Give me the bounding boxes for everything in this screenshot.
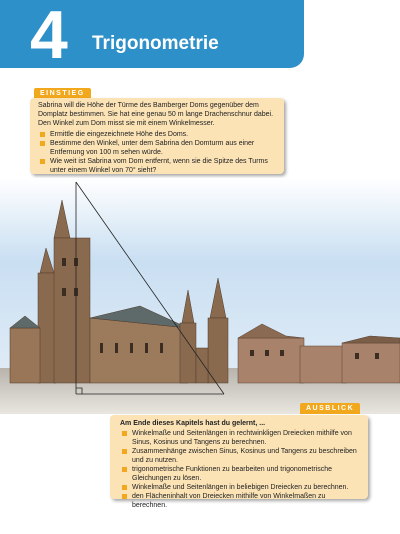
- ausblick-bullet: Zusammenhänge zwischen Sinus, Kosinus und Tangens zu beschreiben und zu nutzen.: [120, 447, 362, 465]
- einstieg-bullet: Bestimme den Winkel, unter dem Sabrina den Domturm aus einer Entfernung von 100 m sehen würde.: [38, 139, 280, 157]
- ausblick-list: [116, 429, 362, 510]
- einstieg-intro: Sabrina will die Höhe der Türme des Bamberger Doms gegenüber dem Domplatz bestimmen. Sie hat eine genau 50 m lange Drachenschnur dabei. Den Winkel zum Dom misst sie mit einem Winkelmesser.: [38, 102, 274, 127]
- einstieg-box: [30, 98, 284, 174]
- cathedral-photo: [0, 178, 400, 414]
- einstieg-list: [34, 130, 280, 175]
- ausblick-bullet: trigonometrische Funktionen zu bearbeiten und trigonometrische Gleichungen zu lösen.: [120, 465, 362, 483]
- ausblick-bullet: Winkelmaße und Seitenlängen in rechtwinkligen Dreiecken mithilfe von Sinus, Kosinus und Tangens zu berechnen.: [120, 429, 362, 447]
- einstieg-bullet: Wie weit ist Sabrina vom Dom entfernt, wenn sie die Spitze des Turms unter einem Winkel von 70° sieht?: [38, 157, 280, 175]
- chapter-number: 4: [30, 0, 68, 73]
- ausblick-heading: Am Ende dieses Kapitels hast du gelernt, ...: [120, 420, 266, 427]
- ausblick-box: [110, 415, 368, 509]
- chapter-title: Trigonometrie: [92, 33, 219, 54]
- ausblick-tag: AUSBLICK: [300, 403, 360, 414]
- ausblick-bullet: den Flächeninhalt von Dreiecken mithilfe von Winkelmaßen zu berechnen.: [120, 492, 362, 510]
- einstieg-tag: EINSTIEG: [34, 88, 91, 99]
- chapter-header: [0, 0, 304, 73]
- ausblick-bullet: Winkelmaße und Seitenlängen in beliebigen Dreiecken zu berechnen.: [120, 483, 362, 492]
- einstieg-bullet: Ermittle die eingezeichnete Höhe des Doms.: [38, 130, 280, 139]
